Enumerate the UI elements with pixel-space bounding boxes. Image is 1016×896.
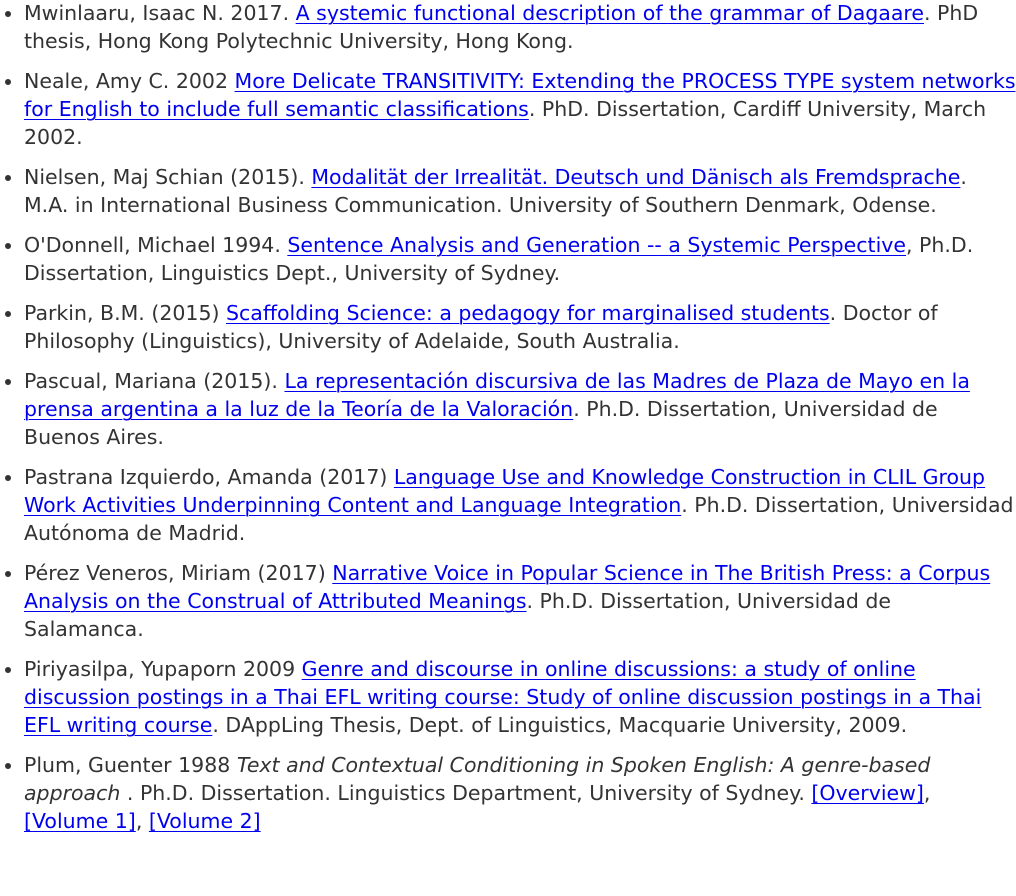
reference-details: . Ph.D. Dissertation. Linguistics Department, University of Sydney. (120, 781, 812, 805)
reference-title-link[interactable]: La representación discursiva de las Madres de Plaza de Mayo en la prensa argentina a la luz de la Teoría de la Valoración (24, 369, 970, 421)
reference-item-parkin (0, 299, 1016, 355)
bullet-icon (5, 763, 11, 769)
reference-item-pascual (0, 367, 1016, 451)
bullet-icon (5, 379, 11, 385)
reference-details: . Ph.D. Dissertation, Universidad de Buenos Aires. (24, 397, 938, 449)
reference-title-link[interactable]: Narrative Voice in Popular Science in The British Press: a Corpus Analysis on the Construal of Attributed Meanings (24, 561, 991, 613)
reference-item-odonnell (0, 231, 1016, 287)
reference-item-mwinlaaru (0, 0, 1016, 55)
reference-title-link[interactable]: Genre and discourse in online discussions: a study of online discussion postings in a Thai EFL writing course: Study of online discussion postings in a Thai EFL writing course (24, 657, 982, 737)
reference-item-piriyasilpa (0, 655, 1016, 739)
reference-title-link[interactable]: Modalität der Irrealität. Deutsch und Dänisch als Fremdsprache (311, 165, 961, 189)
reference-item-plum (0, 751, 1016, 835)
reference-author: Pérez Veneros, Miriam (2017) (24, 561, 333, 585)
reference-author: Neale, Amy C. 2002 (24, 69, 235, 93)
reference-title-link[interactable]: Language Use and Knowledge Construction in CLIL Group Work Activities Underpinning Content and Language Integration (24, 465, 986, 517)
reference-item-pastrana (0, 463, 1016, 547)
reference-details: . PhD thesis, Hong Kong Polytechnic University, Hong Kong. (24, 1, 979, 53)
bullet-icon (5, 667, 11, 673)
reference-author: Plum, Guenter 1988 (24, 753, 237, 777)
reference-item-nielsen (0, 163, 1016, 219)
reference-details: . Ph.D. Dissertation, Universidad de Salamanca. (24, 589, 891, 641)
bullet-icon (5, 79, 11, 85)
reference-details: . Ph.D. Dissertation, Universidad Autónoma de Madrid. (24, 493, 1014, 545)
overview-link[interactable]: [Overview] (811, 781, 924, 805)
reference-details: . M.A. in International Business Communication. University of Southern Denmark, Odense. (24, 165, 967, 217)
reference-details: . PhD. Dissertation, Cardiff University, March 2002. (24, 97, 987, 149)
reference-author: O'Donnell, Michael 1994. (24, 233, 288, 257)
link-separator: , (923, 781, 931, 805)
reference-details: . Doctor of Philosophy (Linguistics), University of Adelaide, South Australia. (24, 301, 938, 353)
reference-item-neale (0, 67, 1016, 151)
reference-title-link[interactable]: More Delicate TRANSITIVITY: Extending the PROCESS TYPE system networks for English to include full semantic classifications (24, 69, 1016, 121)
reference-author: Pastrana Izquierdo, Amanda (2017) (24, 465, 394, 489)
link-separator: , (135, 809, 149, 833)
reference-item-perez-veneros (0, 559, 1016, 643)
reference-author: Nielsen, Maj Schian (2015). (24, 165, 312, 189)
reference-details: . DAppLing Thesis, Dept. of Linguistics, Macquarie University, 2009. (212, 713, 908, 737)
reference-title: Text and Contextual Conditioning in Spoken English: A genre-based approach (24, 753, 931, 805)
bullet-icon (5, 175, 11, 181)
bullet-icon (5, 571, 11, 577)
reference-title-link[interactable]: Sentence Analysis and Generation -- a Systemic Perspective (287, 233, 907, 257)
reference-title-link[interactable]: A systemic functional description of the grammar of Dagaare (295, 1, 925, 25)
reference-author: Piriyasilpa, Yupaporn 2009 (24, 657, 302, 681)
reference-author: Parkin, B.M. (2015) (24, 301, 227, 325)
bullet-icon (5, 311, 11, 317)
bullet-icon (5, 475, 11, 481)
reference-author: Pascual, Mariana (2015). (24, 369, 285, 393)
reference-author: Mwinlaaru, Isaac N. 2017. (24, 1, 296, 25)
reference-title-link[interactable]: Scaffolding Science: a pedagogy for marginalised students (226, 301, 830, 325)
volume-2-link[interactable]: [Volume 2] (148, 809, 261, 833)
bullet-icon (5, 243, 11, 249)
bullet-icon (5, 11, 11, 17)
volume-1-link[interactable]: [Volume 1] (24, 809, 136, 833)
reference-details: , Ph.D. Dissertation, Linguistics Dept., University of Sydney. (24, 233, 974, 285)
